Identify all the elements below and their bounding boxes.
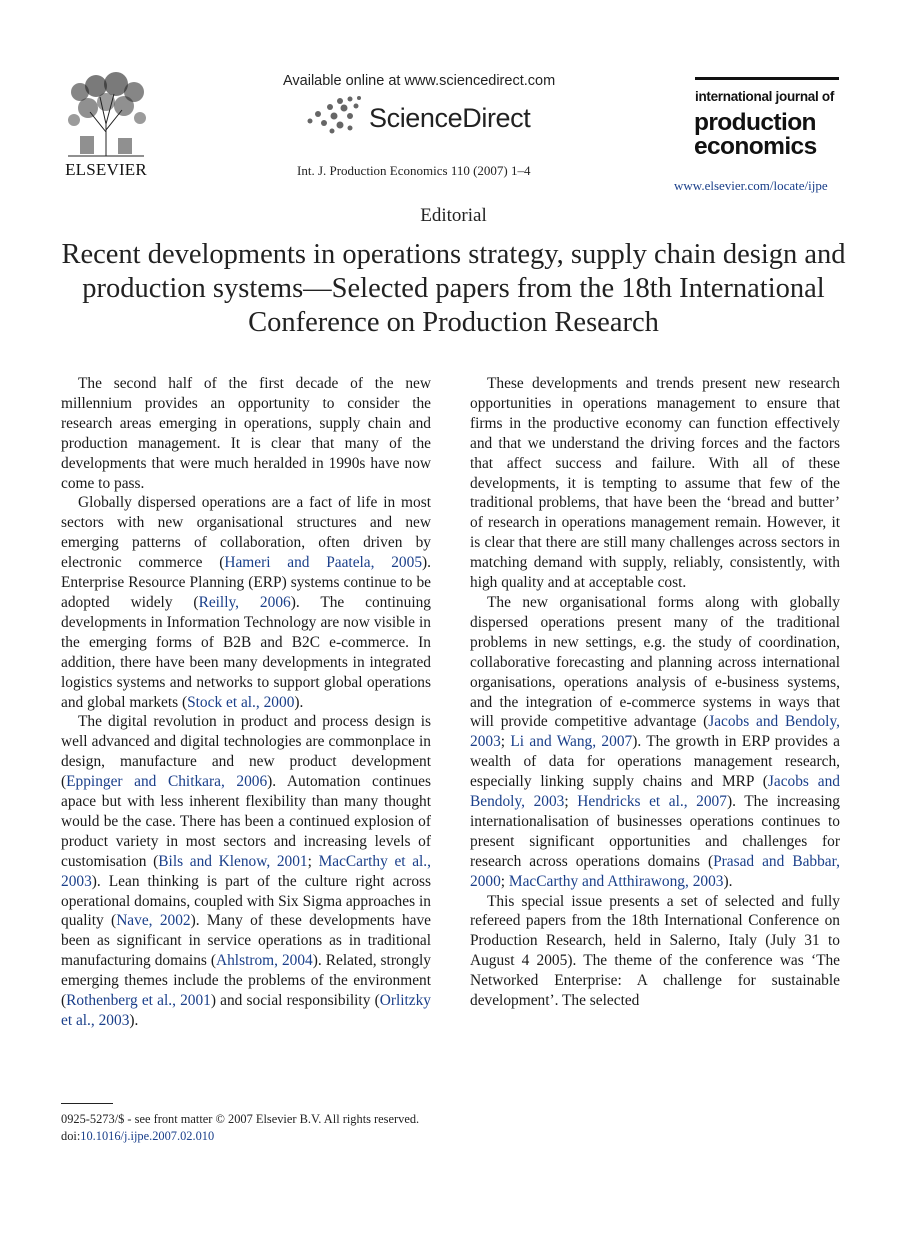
paragraph: The new organisational forms along with globally dispersed operations present many of the traditional problems in new settings, e.g. the study of coordination, collaborative forecasting and planning across international organisations, operations analysis of e-business systems, and the integration of e-commerce systems in ways that will provide competitive advantage (Jacobs and Bendoly, 2003; Li and Wang, 2007). The growth in ERP provides a wealth of data for operations management research, especially linking supply chains and MRP (Jacobs and Bendoly, 2003; Hendricks et al., 2007). The increasing internationalisation of businesses operations continues to present significant opportunities and challenges for research across operations domains (Prasad and Babbar, 2000; MacCarthy and Atthirawong, 2003). (470, 593, 840, 890)
journal-logo-rule (695, 77, 839, 80)
citation-link[interactable]: Prasad and Babbar, 2000 (470, 852, 840, 890)
journal-citation: Int. J. Production Economics 110 (2007) 1–4 (297, 163, 531, 178)
citation-link[interactable]: MacCarthy and Atthirawong, 2003 (508, 872, 724, 890)
citation-link[interactable]: Hendricks et al., 2007 (577, 793, 727, 811)
citation-link[interactable]: Orlitzky et al., 2003 (61, 992, 431, 1029)
article-section-label: Editorial (420, 205, 487, 226)
citation-link[interactable]: Bils and Klenow, 2001 (158, 852, 308, 870)
sciencedirect-wordmark: ScienceDirect (369, 103, 531, 133)
publisher-name: ELSEVIER (65, 160, 147, 179)
paragraph: This special issue presents a set of selected and fully refereed papers from the 18th International Conference on Production Research, held in Salerno, Italy (July 31 to August 4 2005). The theme of the conference was ‘The Networked Enterprise: A challenge for sustainable development’. The selected (470, 892, 840, 1010)
citation-link[interactable]: Hameri and Paatela, 2005 (224, 554, 423, 572)
paragraph: The second half of the first decade of the new millennium provides an opportunity to consider the research areas emerging in operations, supply chain and production management. It is clear that many of the developments that were much heralded in 1990s have now come to pass. (61, 375, 431, 492)
paragraph: These developments and trends present new research opportunities in operations management to ensure that firms in the productive economy can function effectively and that we understand the driving forces and the factors that affect success and failure. With all of these developments, it is tempting to assume that few of the traditional problems, that have been the ‘bread and butter’ of research in operations management remain. However, it is clear that there are still many challenges across sectors in matching demand with supply, reliably, consistently, with high quality and at acceptable cost. (470, 375, 840, 592)
sciencedirect-dots-icon (306, 95, 368, 135)
article-title: Recent developments in operations strategy, supply chain design and production systems—Selected papers from the 18th International Conference on Production Research (61, 239, 846, 338)
doi-line: doi:10.1016/j.ijpe.2007.02.010 (61, 1129, 215, 1143)
citation-link[interactable]: Nave, 2002 (116, 912, 191, 930)
citation-link[interactable]: Jacobs and Bendoly, 2003 (470, 773, 840, 811)
copyright-line: 0925-5273/$ - see front matter © 2007 Elsevier B.V. All rights reserved. (61, 1112, 420, 1126)
body-column-right (470, 374, 840, 1011)
body-column-left (61, 374, 431, 1031)
journal-homepage-link[interactable]: www.elsevier.com/locate/ijpe (674, 178, 828, 193)
citation-link[interactable]: Li and Wang, 2007 (510, 733, 633, 751)
citation-link[interactable]: Ahlstrom, 2004 (216, 952, 313, 970)
journal-logo-line2: economics (694, 133, 817, 160)
citation-link[interactable]: MacCarthy et al., 2003 (61, 852, 432, 890)
journal-logo-line1: production (694, 109, 816, 136)
journal-logo-subtitle: international journal of (695, 89, 835, 104)
citation-link[interactable]: Jacobs and Bendoly, 2003 (470, 713, 840, 751)
paragraph: The digital revolution in product and process design is well advanced and digital technologies are commonplace in design, manufacture and new product development (Eppinger and Chitkara, 2006). Automation continues apace but with less inherent flexibility than many thought would be the case. There has been a continued explosion of product variety in most sectors and increasing levels of customisation (Bils and Klenow, 2001; MacCarthy et al., 2003). Lean thinking is part of the culture right across operational domains, coupled with Six Sigma approaches in quality (Nave, 2002). Many of these developments have been as significant in service operations as in traditional manufacturing domains (Ahlstrom, 2004). Related, strongly emerging themes include the problems of the environment (Rothenberg et al., 2001) and social responsibility (Orlitzky et al., 2003). (61, 713, 432, 1029)
citation-link[interactable]: Stock et al., 2000 (187, 693, 295, 711)
footer-rule (61, 1103, 113, 1104)
citation-link[interactable]: Reilly, 2006 (198, 593, 291, 611)
citation-link[interactable]: Rothenberg et al., 2001 (66, 992, 211, 1010)
elsevier-tree-icon (60, 72, 152, 158)
elsevier-logo (60, 72, 152, 180)
sciencedirect-availability: Available online at www.sciencedirect.com (283, 73, 556, 89)
doi-link[interactable]: 10.1016/j.ijpe.2007.02.010 (80, 1129, 215, 1143)
citation-link[interactable]: Eppinger and Chitkara, 2006 (66, 773, 268, 791)
paragraph: Globally dispersed operations are a fact of life in most sectors with new organisational structures and new emerging patterns of collaboration, often driven by electronic commerce (Hameri and Paatela, 2005). Enterprise Resource Planning (ERP) systems continue to be adopted widely (Reilly, 2006). The continuing developments in Information Technology are now visible in the emerging forms of B2B and B2C e-commerce. In addition, there have been many developments in integrated logistics systems and networks to support global operations and global markets (Stock et al., 2000). (61, 494, 431, 711)
